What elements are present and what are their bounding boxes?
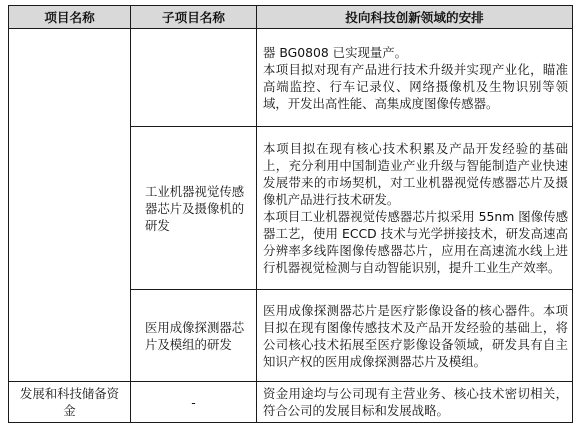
arrangement-paragraph: 器 BG0808 已实现量产。	[263, 44, 408, 60]
sub-project-name: -	[131, 382, 257, 423]
header-arrangement: 投向科技创新领域的安排	[257, 6, 573, 29]
sub-project-cell-empty	[131, 29, 257, 127]
arrangement-paragraph: 本项目拟对现有产品进行技术升级并实现产业化，瞄准高端监控、行车记录仪、网络摄像机及生物识别等领域，开发出高性能、高集成度图像传感器。	[263, 61, 568, 111]
table-row	[9, 29, 573, 127]
arrangement-cell	[257, 29, 573, 127]
arrangement-cell	[257, 382, 573, 423]
header-project-name: 项目名称	[9, 6, 131, 29]
project-name: 发展和科技储备资金	[9, 382, 131, 423]
arrangement-paragraph: 本项目拟在现有核心技术积累及产品开发经验的基础上，充分利用中国制造业产业升级与智能制造产业快速发展带来的市场契机，对工业机器视觉传感器芯片及摄像机产品进行技术研发。	[263, 141, 568, 207]
arrangement-paragraph: 资金用途均与公司现有主营业务、核心技术密切相关，符合公司的发展目标和发展战略。	[263, 386, 568, 418]
header-sub-project-name: 子项目名称	[131, 6, 257, 29]
arrangement-cell	[257, 127, 573, 290]
project-name-cell-empty	[9, 29, 131, 382]
investment-table	[8, 5, 573, 423]
sub-project-name: 医用成像探测器芯片及模组的研发	[131, 290, 257, 382]
arrangement-cell	[257, 290, 573, 382]
table-row	[9, 382, 573, 423]
arrangement-paragraph: 医用成像探测器芯片是医疗影像设备的核心器件。本项目拟在现有图像传感技术及产品开发经验的基础上，将公司核心技术拓展至医疗影像设备领域，研发具有自主知识产权的医用成像探测器芯片及模组。	[263, 302, 568, 369]
arrangement-paragraph: 本项目工业机器视觉传感器芯片拟采用 55nm 图像传感器工艺，使用 ECCD 技术与光学拼接技术，研发高速高分辨率多线阵图像传感器芯片，应用在高速流水线上进行机器视觉检测与自动智能识别，提升工业生产效率。	[263, 209, 568, 275]
table-header-row	[9, 6, 573, 29]
sub-project-name: 工业机器视觉传感器芯片及摄像机的研发	[131, 127, 257, 290]
